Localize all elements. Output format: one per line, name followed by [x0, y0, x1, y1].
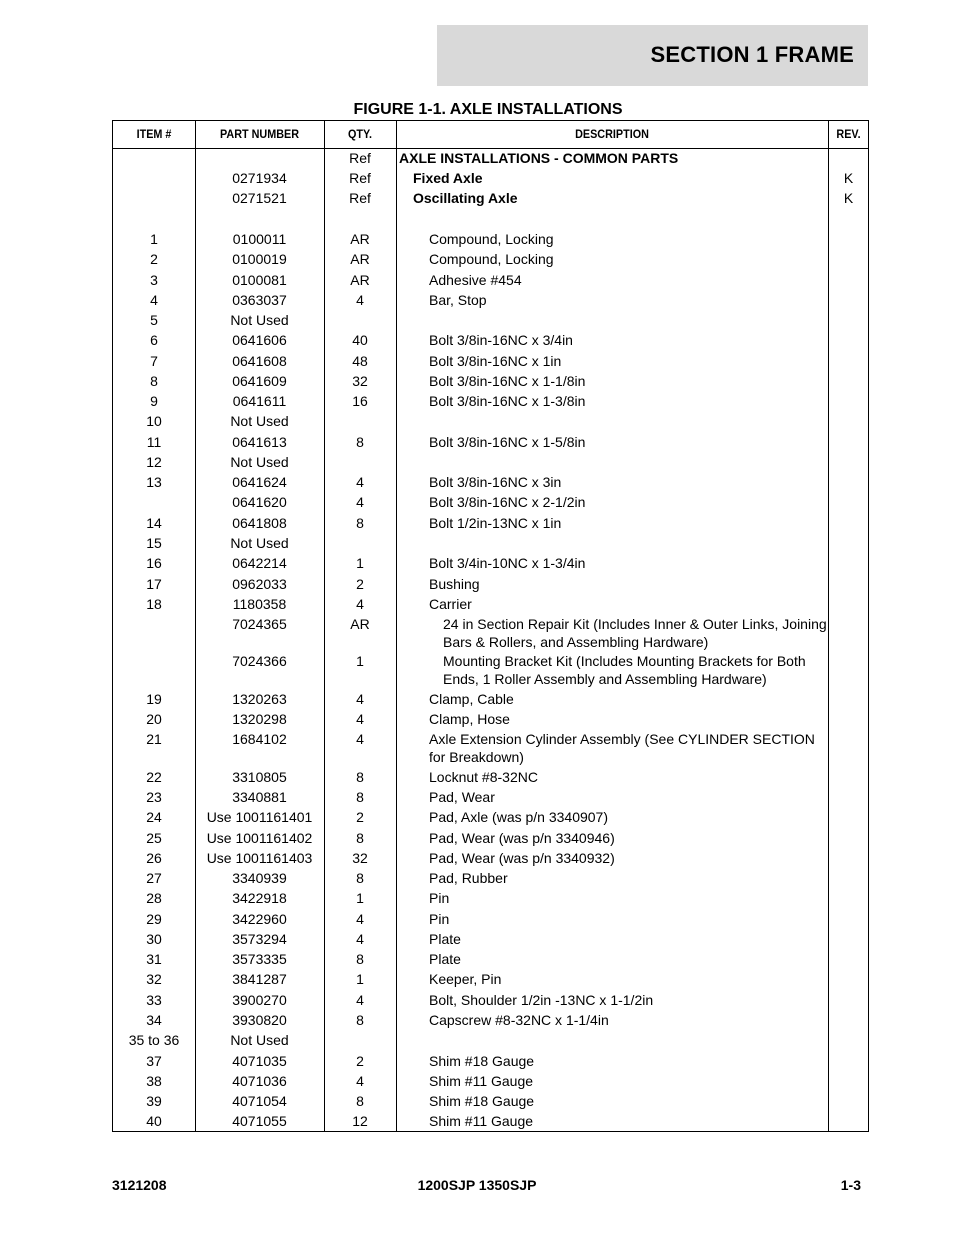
- item-number-cell: 22: [146, 769, 162, 785]
- item-number-cell: 27: [146, 870, 162, 886]
- part-number-cell: 7024365: [232, 616, 287, 632]
- item-number-cell: 23: [146, 789, 162, 805]
- item-number-cell: 38: [146, 1073, 162, 1089]
- quantity-cell: 1: [356, 653, 364, 669]
- quantity-cell: 4: [356, 731, 364, 747]
- quantity-cell: 4: [356, 911, 364, 927]
- quantity-cell: AR: [350, 231, 370, 247]
- description-cell: Pad, Axle (was p/n 3340907): [429, 809, 609, 825]
- quantity-cell: 8: [356, 515, 364, 531]
- part-number-cell: 3841287: [232, 971, 287, 987]
- header-rev: REV.: [836, 127, 861, 141]
- quantity-cell: 8: [356, 830, 364, 846]
- description-cell: Bolt 3/8in-16NC x 1-3/8in: [429, 393, 586, 409]
- description-cell: Keeper, Pin: [429, 971, 502, 987]
- item-number-cell: 19: [146, 691, 162, 707]
- quantity-cell: 2: [356, 576, 364, 592]
- description-cell: Pin: [429, 911, 450, 927]
- description-cell: Bushing: [429, 576, 480, 592]
- item-number-cell: 9: [150, 393, 158, 409]
- part-number-cell: 0641620: [232, 494, 287, 510]
- part-number-cell: 0271521: [232, 190, 287, 206]
- quantity-cell: 8: [356, 769, 364, 785]
- quantity-cell: 4: [356, 711, 364, 727]
- item-number-cell: 33: [146, 992, 162, 1008]
- quantity-cell: 12: [352, 1113, 368, 1129]
- description-cell: 24 in Section Repair Kit (Includes Inner & Outer Links, Joining Bars & Rollers, and Assembling Hardware): [443, 616, 827, 650]
- item-number-cell: 37: [146, 1053, 162, 1069]
- part-number-cell: Not Used: [230, 454, 289, 470]
- quantity-cell: 4: [356, 1073, 364, 1089]
- quantity-cell: Ref: [349, 190, 371, 206]
- quantity-cell: 48: [352, 353, 368, 369]
- description-cell: Bolt 3/8in-16NC x 1in: [429, 353, 562, 369]
- column-divider: [396, 121, 397, 1131]
- description-cell: Bolt 3/8in-16NC x 1-5/8in: [429, 434, 586, 450]
- part-number-cell: 3340939: [232, 870, 287, 886]
- description-cell: Carrier: [429, 596, 472, 612]
- item-number-cell: 12: [146, 454, 162, 470]
- item-number-cell: 21: [146, 731, 162, 747]
- description-cell: Mounting Bracket Kit (Includes Mounting Brackets for Both Ends, 1 Roller Assembly and Assembling Hardware): [443, 653, 806, 687]
- part-number-cell: 3573335: [232, 951, 287, 967]
- description-cell: Shim #18 Gauge: [429, 1053, 535, 1069]
- part-number-cell: 7024366: [232, 653, 287, 669]
- quantity-cell: 4: [356, 474, 364, 490]
- quantity-cell: 32: [352, 850, 368, 866]
- item-number-cell: 18: [146, 596, 162, 612]
- description-cell: Fixed Axle: [413, 170, 483, 186]
- description-cell: Plate: [429, 931, 461, 947]
- part-number-cell: Not Used: [230, 413, 289, 429]
- item-number-cell: 14: [146, 515, 162, 531]
- item-number-cell: 29: [146, 911, 162, 927]
- revision-cell: K: [843, 190, 854, 206]
- item-number-cell: 2: [150, 251, 158, 267]
- quantity-cell: 4: [356, 494, 364, 510]
- part-number-cell: 3930820: [232, 1012, 287, 1028]
- part-number-cell: Use 1001161401: [206, 809, 313, 825]
- part-number-cell: 0641624: [232, 474, 287, 490]
- description-cell: Clamp, Cable: [429, 691, 514, 707]
- figure-title: FIGURE 1-1. AXLE INSTALLATIONS: [353, 101, 623, 118]
- part-number-cell: 3573294: [232, 931, 287, 947]
- header-item: ITEM #: [136, 127, 172, 141]
- description-cell: Capscrew #8-32NC x 1-1/4in: [429, 1012, 609, 1028]
- part-number-cell: 4071055: [232, 1113, 287, 1129]
- header-qty: QTY.: [347, 127, 372, 141]
- item-number-cell: 8: [150, 373, 158, 389]
- quantity-cell: 1: [356, 971, 364, 987]
- item-number-cell: 5: [150, 312, 158, 328]
- header-part-number: PART NUMBER: [219, 127, 300, 141]
- description-cell: Pin: [429, 890, 450, 906]
- part-number-cell: 0271934: [232, 170, 287, 186]
- description-cell: Adhesive #454: [429, 272, 522, 288]
- quantity-cell: 8: [356, 870, 364, 886]
- part-number-cell: 3422960: [232, 911, 287, 927]
- quantity-cell: 8: [356, 434, 364, 450]
- part-number-cell: 4071035: [232, 1053, 287, 1069]
- part-number-cell: Use 1001161403: [206, 850, 313, 866]
- description-cell: Bolt 3/4in-10NC x 1-3/4in: [429, 555, 586, 571]
- section-title: SECTION 1 FRAME: [650, 42, 854, 67]
- quantity-cell: 16: [352, 393, 368, 409]
- part-number-cell: Not Used: [230, 535, 289, 551]
- description-cell: Pad, Wear: [429, 789, 495, 805]
- quantity-cell: 4: [356, 292, 364, 308]
- item-number-cell: 25: [146, 830, 162, 846]
- description-cell: Bar, Stop: [429, 292, 487, 308]
- description-cell: Compound, Locking: [429, 231, 554, 247]
- description-cell: Bolt, Shoulder 1/2in -13NC x 1-1/2in: [429, 992, 654, 1008]
- part-number-cell: Not Used: [230, 1032, 289, 1048]
- item-number-cell: 16: [146, 555, 162, 571]
- part-number-cell: 3340881: [232, 789, 287, 805]
- part-number-cell: Use 1001161402: [206, 830, 313, 846]
- part-number-cell: 0100081: [232, 272, 287, 288]
- description-cell: Pad, Wear (was p/n 3340946): [429, 830, 615, 846]
- item-number-cell: 1: [150, 231, 158, 247]
- item-number-cell: 11: [146, 434, 162, 450]
- quantity-cell: 4: [356, 931, 364, 947]
- item-number-cell: 10: [146, 413, 162, 429]
- item-number-cell: 34: [146, 1012, 162, 1028]
- item-number-cell: 24: [146, 809, 162, 825]
- footer-doc-number: 3121208: [112, 1177, 167, 1193]
- item-number-cell: 7: [150, 353, 158, 369]
- part-number-cell: 0641609: [232, 373, 287, 389]
- part-number-cell: 0641606: [232, 332, 287, 348]
- item-number-cell: 15: [146, 535, 162, 551]
- part-number-cell: 4071036: [232, 1073, 287, 1089]
- footer-page-number: 1-3: [840, 1177, 861, 1193]
- part-number-cell: 0642214: [232, 555, 287, 571]
- item-number-cell: 40: [146, 1113, 162, 1129]
- item-number-cell: 17: [146, 576, 162, 592]
- quantity-cell: AR: [350, 272, 370, 288]
- item-number-cell: 4: [150, 292, 158, 308]
- item-number-cell: 39: [146, 1093, 162, 1109]
- part-number-cell: 1320298: [232, 711, 287, 727]
- item-number-cell: 32: [146, 971, 162, 987]
- quantity-cell: 8: [356, 1012, 364, 1028]
- part-number-cell: 1320263: [232, 691, 287, 707]
- quantity-cell: Ref: [349, 170, 371, 186]
- part-number-cell: 1180358: [232, 596, 287, 612]
- description-cell: Plate: [429, 951, 461, 967]
- quantity-cell: 8: [356, 789, 364, 805]
- quantity-cell: 4: [356, 992, 364, 1008]
- description-cell: Axle Extension Cylinder Assembly (See CYLINDER SECTION for Breakdown): [429, 731, 815, 765]
- quantity-cell: Ref: [349, 150, 371, 166]
- quantity-cell: 2: [356, 809, 364, 825]
- section-header-band: [437, 25, 868, 86]
- quantity-cell: 1: [356, 555, 364, 571]
- revision-cell: K: [843, 170, 854, 186]
- item-number-cell: 6: [150, 332, 158, 348]
- item-number-cell: 30: [146, 931, 162, 947]
- description-cell: Bolt 3/8in-16NC x 3/4in: [429, 332, 573, 348]
- item-number-cell: 28: [146, 890, 162, 906]
- quantity-cell: 8: [356, 1093, 364, 1109]
- table-header: [113, 121, 868, 149]
- quantity-cell: 8: [356, 951, 364, 967]
- description-cell: Pad, Rubber: [429, 870, 508, 886]
- quantity-cell: 40: [352, 332, 368, 348]
- part-number-cell: 0641808: [232, 515, 287, 531]
- part-number-cell: 0363037: [232, 292, 287, 308]
- description-cell: Oscillating Axle: [413, 190, 518, 206]
- part-number-cell: Not Used: [230, 312, 289, 328]
- description-cell: Locknut #8-32NC: [429, 769, 538, 785]
- part-number-cell: 3310805: [232, 769, 287, 785]
- description-cell: Bolt 3/8in-16NC x 3in: [429, 474, 562, 490]
- part-number-cell: 0962033: [232, 576, 287, 592]
- part-number-cell: 0641613: [232, 434, 287, 450]
- part-number-cell: 3422918: [232, 890, 287, 906]
- quantity-cell: 4: [356, 596, 364, 612]
- description-cell: Bolt 3/8in-16NC x 1-1/8in: [429, 373, 586, 389]
- description-cell: Shim #11 Gauge: [429, 1073, 534, 1089]
- quantity-cell: 1: [356, 890, 364, 906]
- quantity-cell: 2: [356, 1053, 364, 1069]
- footer-models: 1200SJP 1350SJP: [417, 1177, 537, 1193]
- description-cell: AXLE INSTALLATIONS - COMMON PARTS: [399, 150, 679, 166]
- part-number-cell: 0100019: [232, 251, 287, 267]
- part-number-cell: 0100011: [232, 231, 287, 247]
- parts-table: [112, 120, 869, 1132]
- quantity-cell: 32: [352, 373, 368, 389]
- item-number-cell: 35 to 36: [128, 1032, 180, 1048]
- description-cell: Shim #18 Gauge: [429, 1093, 535, 1109]
- description-cell: Clamp, Hose: [429, 711, 510, 727]
- description-cell: Compound, Locking: [429, 251, 554, 267]
- quantity-cell: AR: [350, 251, 370, 267]
- description-cell: Bolt 1/2in-13NC x 1in: [429, 515, 562, 531]
- item-number-cell: 3: [150, 272, 158, 288]
- item-number-cell: 26: [146, 850, 162, 866]
- description-cell: Shim #11 Gauge: [429, 1113, 534, 1129]
- item-number-cell: 20: [146, 711, 162, 727]
- description-cell: Pad, Wear (was p/n 3340932): [429, 850, 615, 866]
- part-number-cell: 3900270: [232, 992, 287, 1008]
- quantity-cell: 4: [356, 691, 364, 707]
- part-number-cell: 4071054: [232, 1093, 287, 1109]
- header-description: DESCRIPTION: [575, 127, 649, 141]
- part-number-cell: 0641608: [232, 353, 287, 369]
- description-cell: Bolt 3/8in-16NC x 2-1/2in: [429, 494, 586, 510]
- item-number-cell: 31: [146, 951, 162, 967]
- quantity-cell: AR: [350, 616, 370, 632]
- item-number-cell: 13: [146, 474, 162, 490]
- part-number-cell: 1684102: [232, 731, 287, 747]
- part-number-cell: 0641611: [232, 393, 287, 409]
